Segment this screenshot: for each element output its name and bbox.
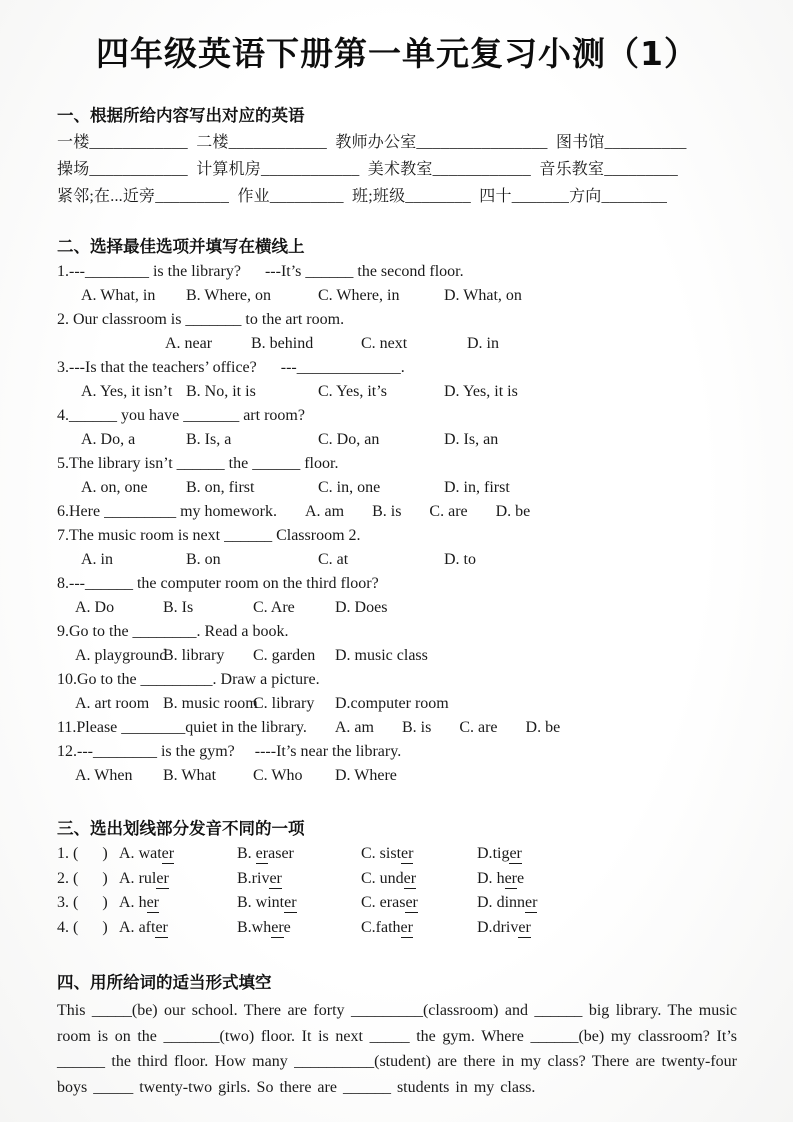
- option-tag: B.: [237, 845, 256, 862]
- pron-option-a: [119, 916, 237, 941]
- item-number: 2. ( ): [57, 869, 108, 887]
- word-pre: aft: [138, 918, 156, 936]
- word-pre: fath: [375, 918, 401, 936]
- pron-option-c: [361, 916, 477, 941]
- pron-option-c: [361, 891, 477, 916]
- option-tag: C.: [361, 845, 380, 862]
- option-d: D. in: [467, 335, 499, 352]
- vocab-row-1: 一楼____________ 二楼____________ 教师办公室________________ 图书馆__________: [57, 134, 687, 151]
- option-c: C. at: [318, 551, 349, 568]
- option-tag: D.: [477, 894, 497, 911]
- option-tag: B.: [237, 894, 256, 911]
- option-c: C. Yes, it’s: [318, 383, 387, 400]
- word-underlined: er: [269, 869, 282, 887]
- option-a: A. on, one: [81, 479, 148, 496]
- pron-option-b: [237, 867, 361, 892]
- option-tag: C.: [361, 894, 380, 911]
- word-pre: riv: [251, 869, 270, 887]
- option-tag: C.: [361, 869, 380, 887]
- option-b: B. What: [163, 767, 217, 784]
- pron-option-c: [361, 867, 477, 892]
- word-pre: wat: [138, 845, 162, 862]
- option-a: A. art room: [75, 695, 150, 712]
- question-9-stem: 9.Go to the ________. Read a book.: [57, 623, 289, 640]
- word-pre: h: [138, 894, 147, 911]
- option-b: B. Where, on: [186, 287, 272, 304]
- option-b: B. is: [401, 719, 432, 736]
- item-number: 3. ( ): [57, 894, 108, 911]
- section-4-heading: 四、用所给词的适当形式填空: [57, 973, 272, 992]
- word-underlined: er: [284, 894, 297, 911]
- section-cloze: [57, 970, 737, 1100]
- pron-option-d: [477, 916, 737, 941]
- word-underlined: er: [156, 869, 169, 887]
- option-b: B. on: [186, 551, 221, 568]
- word-pre: rul: [138, 869, 157, 887]
- option-c: C. in, one: [318, 479, 381, 496]
- question-9-options: [57, 644, 737, 668]
- section-1-heading: 一、根据所给内容写出对应的英语: [57, 106, 305, 125]
- section-2-heading: 二、选择最佳选项并填写在横线上: [57, 237, 305, 256]
- word-post: e: [517, 869, 525, 887]
- option-d: D.computer room: [335, 695, 449, 712]
- option-b: B. behind: [251, 335, 314, 352]
- vocab-row-2: 操场____________ 计算机房____________ 美术教室____________ 音乐教室_________: [57, 161, 679, 178]
- word-underlined: er: [504, 869, 517, 887]
- option-c: C. next: [361, 335, 408, 352]
- page-title: 四年级英语下册第一单元复习小测（1）: [96, 34, 698, 73]
- word-pre: wint: [255, 894, 285, 911]
- word-underlined: er: [525, 894, 538, 911]
- option-d: D. be: [525, 719, 561, 736]
- question-8-stem: 8.---______ the computer room on the third floor?: [57, 575, 379, 592]
- word-underlined: er: [403, 869, 417, 887]
- section-vocabulary: [57, 103, 737, 210]
- option-c: C. garden: [253, 647, 316, 664]
- option-d: D. Where: [335, 767, 397, 784]
- item-number: 4. ( ): [57, 918, 108, 936]
- question-2-stem: 2. Our classroom is _______ to the art room.: [57, 311, 345, 328]
- option-d: D. What, on: [444, 287, 522, 304]
- option-d: D. be: [495, 503, 531, 520]
- option-tag: A.: [119, 894, 139, 911]
- word-underlined: er: [146, 894, 159, 911]
- option-a: A. Do: [75, 599, 115, 616]
- option-tag: A.: [119, 918, 139, 936]
- option-a: A. Do, a: [81, 431, 136, 448]
- option-tag: C.: [361, 918, 376, 936]
- option-tag: D.: [477, 918, 493, 936]
- word-pre: driv: [492, 918, 519, 936]
- question-1-stem: 1.---________ is the library? ---It’s ______ the second floor.: [57, 263, 464, 280]
- option-d: D. Yes, it is: [444, 383, 518, 400]
- option-d: D. in, first: [444, 479, 510, 496]
- question-3-stem: 3.---Is that the teachers’ office? ---_____________.: [57, 359, 405, 376]
- option-d: D. music class: [335, 647, 428, 664]
- pron-option-b: [237, 891, 361, 916]
- option-c: C. Who: [253, 767, 303, 784]
- question-4-options: [57, 428, 737, 452]
- option-a: A. playground: [75, 647, 168, 664]
- question-7-stem: 7.The music room is next ______ Classroom 2.: [57, 527, 361, 544]
- section-pronunciation: [57, 816, 737, 940]
- section-3-heading: 三、选出划线部分发音不同的一项: [57, 819, 305, 838]
- pron-row-3: [57, 891, 737, 916]
- word-pre: und: [379, 869, 404, 887]
- option-b: B. Is, a: [186, 431, 232, 448]
- pron-option-a: [119, 867, 237, 892]
- word-pre: dinn: [496, 894, 526, 911]
- word-pre: eras: [379, 894, 406, 911]
- option-c: C. are: [459, 719, 498, 736]
- option-d: D. Is, an: [444, 431, 499, 448]
- word-pre: h: [496, 869, 505, 887]
- question-5-stem: 5.The library isn’t ______ the ______ floor.: [57, 455, 339, 472]
- word-underlined: er: [155, 918, 168, 936]
- word-pre: wh: [251, 918, 272, 936]
- word-underlined: er: [161, 845, 175, 862]
- option-c: C. Do, an: [318, 431, 380, 448]
- option-a: A. am: [334, 719, 374, 736]
- pron-option-a: [119, 891, 237, 916]
- option-b: B. library: [163, 647, 225, 664]
- option-tag: D.: [477, 869, 497, 887]
- word-underlined: er: [401, 845, 414, 862]
- pron-option-b: [237, 842, 361, 867]
- pron-row-1: [57, 842, 737, 867]
- option-a: A. Yes, it isn’t: [81, 383, 173, 400]
- option-b: B. is: [372, 503, 402, 520]
- option-b: B. No, it is: [186, 383, 256, 400]
- question-12-options: [57, 764, 737, 788]
- question-4-stem: 4.______ you have _______ art room?: [57, 407, 305, 424]
- word-pre: sist: [379, 845, 402, 862]
- word-underlined: er: [271, 918, 284, 936]
- item-number: 1. ( ): [57, 845, 108, 862]
- question-11: [57, 716, 737, 740]
- question-3-options: [57, 380, 737, 404]
- option-a: A. in: [81, 551, 113, 568]
- option-c: C. are: [429, 503, 468, 520]
- word-pre: tig: [492, 845, 510, 862]
- question-10-stem: 10.Go to the _________. Draw a picture.: [57, 671, 320, 688]
- vocab-row-3: 紧邻;在...近旁_________ 作业_________ 班;班级________ 四十_______方向________: [57, 188, 668, 205]
- option-d: D. Does: [335, 599, 388, 616]
- question-1-options: [57, 284, 737, 308]
- option-a: A. When: [75, 767, 133, 784]
- option-b: B. on, first: [186, 479, 255, 496]
- option-a: A. am: [304, 503, 345, 520]
- option-c: C. Are: [253, 599, 295, 616]
- option-c: C. Where, in: [318, 287, 400, 304]
- question-12-stem: 12.---________ is the gym? ----It’s near the library.: [57, 743, 402, 760]
- section-multiple-choice: [57, 234, 737, 788]
- cloze-paragraph: This _____(be) our school. There are forty _________(classroom) and ______ big library. The music room is on the _______(two) floor. It is next _____ the gym. Where ______(be) my classroom? It’s ______ the third floor. How many __________(student) are there in my class? There are twenty-four boys _____ twenty-two girls. So there are ______ students in my class.: [57, 1002, 737, 1096]
- word-post: e: [283, 918, 291, 936]
- question-6-stem: 6.Here _________ my homework.: [57, 503, 277, 520]
- question-8-options: [57, 596, 737, 620]
- option-tag: B.: [237, 869, 252, 887]
- question-5-options: [57, 476, 737, 500]
- pron-row-2: [57, 867, 737, 892]
- option-tag: B.: [237, 918, 252, 936]
- question-6: [57, 500, 737, 524]
- pron-option-d: [477, 867, 737, 892]
- option-c: C. library: [253, 695, 315, 712]
- word-underlined: er: [509, 845, 522, 862]
- option-tag: A.: [119, 869, 139, 887]
- word-underlined: er: [518, 918, 531, 936]
- pron-option-b: [237, 916, 361, 941]
- word-underlined: er: [405, 894, 418, 911]
- word-underlined: er: [400, 918, 413, 936]
- option-tag: A.: [119, 845, 139, 862]
- pron-row-4: [57, 916, 737, 941]
- option-d: D. to: [444, 551, 476, 568]
- pron-option-d: [477, 842, 737, 867]
- question-7-options: [57, 548, 737, 572]
- word-post: aser: [268, 845, 294, 862]
- question-10-options: [57, 692, 737, 716]
- word-underlined: er: [255, 845, 269, 862]
- pron-option-d: [477, 891, 737, 916]
- option-b: B. music room: [163, 695, 258, 712]
- option-a: A. What, in: [81, 287, 156, 304]
- question-11-stem: 11.Please ________quiet in the library.: [57, 719, 307, 736]
- question-2-options: [57, 332, 737, 356]
- pron-option-c: [361, 842, 477, 867]
- option-a: A. near: [165, 335, 213, 352]
- option-b: B. Is: [163, 599, 194, 616]
- pron-option-a: [119, 842, 237, 867]
- option-tag: D.: [477, 845, 493, 862]
